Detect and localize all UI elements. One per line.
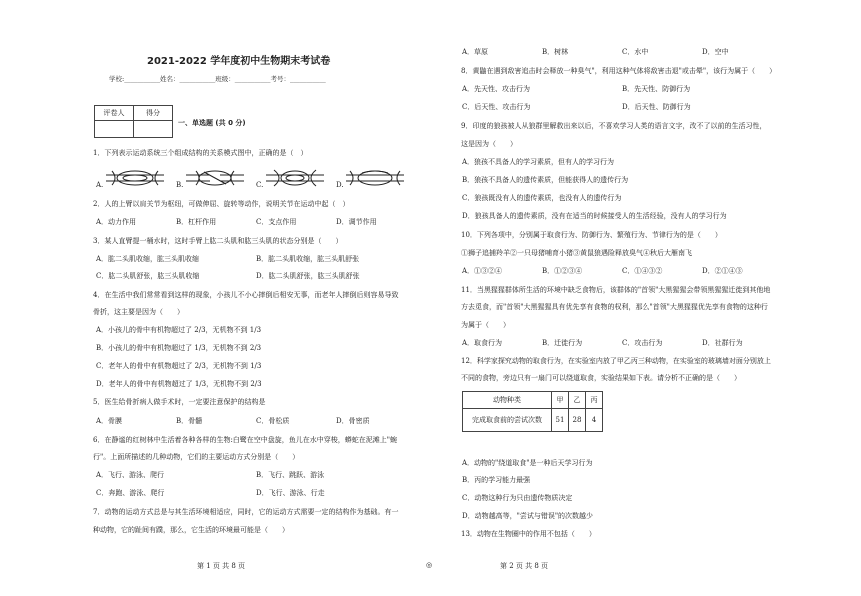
student-info-line: 学校:___________姓名：___________班级：___________考号：___________	[109, 75, 326, 83]
muscle-diagram-c	[264, 167, 326, 189]
page-number-right: 第 2 页 共 8 页	[500, 562, 549, 570]
q6-option-b: B．飞行、跳跃、游泳	[256, 471, 325, 479]
question-9-line-2: 这是因为（ ）	[461, 140, 517, 148]
question-10-items: ①狮子追捕羚羊②一只母猪哺育小猪③黄鼠狼遇险释放臭气④秋后大雁南飞	[461, 249, 692, 257]
q1-option-c: C.	[256, 181, 264, 189]
q4-option-c: C．老年人的骨中有机物超过了 2/3，无机物不到 1/3	[96, 362, 262, 370]
q10-option-d: D．②①④③	[702, 267, 743, 275]
table-header-yi: 乙	[569, 392, 586, 409]
q1-option-a: A.	[96, 181, 104, 189]
question-11-line-2: 方去觅食，而"首领"大黑猩猩具有优先享有食物的权利，那么"首领"大黑猩猩优先享有食物的这种行	[461, 303, 768, 311]
muscle-diagram-d	[344, 167, 406, 189]
q2-option-c: C．支点作用	[256, 218, 297, 226]
question-7-line-2: 种动物，它的趾间有蹼，那么，它生活的环境最可能是（ ）	[93, 526, 289, 534]
q5-option-b: B．骨髓	[176, 417, 203, 425]
question-3: 3．某人直臂提一桶水时，这时手臂上肱二头肌和肱三头肌的状态分别是（ ）	[93, 237, 343, 245]
table-cell-jia: 51	[552, 409, 569, 432]
table-cell-yi: 28	[569, 409, 586, 432]
q12-option-c: C．动物这种行为只由遗传物质决定	[462, 494, 573, 502]
question-12-line-1: 12．科学家探究动物的取食行为，在实验室内放了甲乙丙三种动物，在实验室的玻璃墙对面分别放上	[461, 357, 771, 365]
q12-option-d: D．动物越高等，"尝试与错误"的次数越少	[462, 512, 594, 520]
q9-option-b: B．狼孩不具备人的遗传素质，但能获得人的遗传行为	[462, 176, 629, 184]
q11-option-c: C．攻击行为	[622, 339, 663, 347]
q11-option-b: B．迁徙行为	[542, 339, 583, 347]
q1-option-b: B.	[176, 181, 184, 189]
table-cell-bing: 4	[586, 409, 603, 432]
question-9-line-1: 9．印度的狼孩被人从狼群里解救出来以后，不喜欢学习人类的语言文字，改不了以前的生活习性，	[461, 122, 767, 130]
q6-option-c: C．奔跑、游泳、爬行	[96, 489, 165, 497]
section-title: 一、单选题 (共 0 分)	[178, 119, 246, 127]
q10-option-c: C．①④③②	[622, 267, 663, 275]
q3-option-d: D．肱二头肌舒张，肱三头肌舒张	[256, 272, 360, 280]
question-5: 5．医生给骨折病人做手术时，一定要注意保护的结构是	[93, 398, 266, 406]
q8-option-d: D．后天性、防御行为	[622, 103, 691, 111]
grader-label: 评卷人	[95, 106, 134, 121]
score-cell	[134, 121, 173, 138]
q9-option-c: C．狼孩既没有人的遗传素质，也没有人的遗传行为	[462, 194, 622, 202]
q4-option-b: B．小孩儿的骨中有机物超过了 1/3，无机物不到 2/3	[96, 344, 262, 352]
question-11-line-1: 11．当黑猩猩群体所生活的环境中缺乏食物后，该群体的"首领"大黑猩猩会带领黑猩猩迁徙到其他地	[461, 286, 771, 294]
question-11-line-3: 为属于（ ）	[461, 321, 510, 329]
q8-option-a: A．先天性、攻击行为	[462, 85, 531, 93]
q9-option-d: D．狼孩具备人的遗传素质，没有在适当的时候接受人的生活经验，没有人的学习行为	[462, 212, 727, 220]
question-12-line-2: 不同的食物，旁边只有一扇门可以绕道取食，实验结果如下表。请分析不正确的是（ ）	[461, 374, 741, 382]
table-header-bing: 丙	[586, 392, 603, 409]
q10-option-b: B．①②③④	[542, 267, 583, 275]
q2-option-a: A．动力作用	[96, 218, 137, 226]
table-header-jia: 甲	[552, 392, 569, 409]
q9-option-a: A．狼孩不具备人的学习素质，但有人的学习行为	[462, 158, 615, 166]
q10-option-a: A．①③②④	[462, 267, 503, 275]
page-number-left: 第 1 页 共 8 页	[197, 562, 246, 570]
question-10: 10．下列各项中，分别属于取食行为、防御行为、繁殖行为、节律行为的是（ ）	[461, 231, 722, 239]
q1-option-d: D.	[336, 181, 344, 189]
q5-option-a: A．骨膜	[96, 417, 123, 425]
question-4-line-1: 4．在生活中我们常常看到这样的现象，小孩儿不小心摔倒后相安无事，而老年人摔倒后则容易导致	[93, 291, 399, 299]
q2-option-d: D．调节作用	[336, 218, 377, 226]
q6-option-d: D．飞行、游泳、行走	[256, 489, 325, 497]
question-6-line-1: 6．在静谧的红树林中生活着各种各样的生物:白鹭在空中盘旋，鱼儿在水中穿梭，蟒蛇在泥滩上"蜿	[93, 436, 398, 444]
q6-option-a: A．飞行、游泳、爬行	[96, 471, 165, 479]
muscle-diagram-b	[184, 167, 246, 189]
q12-option-b: B．丙的学习能力最强	[462, 476, 531, 484]
exam-title: 2021-2022 学年度初中生物期末考试卷	[147, 56, 331, 67]
q5-option-d: D．骨密质	[336, 417, 370, 425]
q7-option-b: B．树林	[542, 48, 569, 56]
q5-option-c: C．骨松质	[256, 417, 290, 425]
q3-option-c: C．肱二头肌舒张，肱三头肌收缩	[96, 272, 200, 280]
q11-option-d: D．社群行为	[702, 339, 743, 347]
q8-option-c: C．后天性、攻击行为	[462, 103, 531, 111]
question-7-line-1: 7．动物的运动方式总是与其生活环境相适应，同时，它的运动方式需要一定的结构作为基础。有一	[93, 508, 399, 516]
table-header-species: 动物种类	[463, 392, 552, 409]
question-13: 13．动物在生物圈中的作用不包括（ ）	[461, 530, 596, 538]
q3-option-a: A．肱二头肌收缩，肱三头肌收缩	[96, 255, 200, 263]
question-8: 8．黄鼬在遇到敌害追击时会释放一种臭气"，利用这种气体将敌害击退"或击晕"，该行为属于（ ）	[461, 67, 777, 75]
q7-option-d: D．空中	[702, 48, 729, 56]
q11-option-a: A．取食行为	[462, 339, 503, 347]
q4-option-a: A．小孩儿的骨中有机物超过了 2/3，无机物不到 1/3	[96, 326, 262, 334]
question-4-line-2: 骨折，这主要是因为（ ）	[93, 308, 184, 316]
muscle-diagram-a	[104, 167, 166, 189]
page-divider-mark: ◎	[426, 561, 433, 569]
question-1: 1．下列表示运动系统三个组成结构的关系模式图中，正确的是（ ）	[93, 149, 308, 157]
q4-option-d: D．老年人的骨中有机物超过了 1/3，无机物不到 2/3	[96, 380, 262, 388]
q12-option-a: A．动物的"绕道取食"是一种后天学习行为	[462, 459, 593, 467]
q7-option-c: C．水中	[622, 48, 649, 56]
q7-option-a: A．草原	[462, 48, 489, 56]
q8-option-b: B．先天性、防御行为	[622, 85, 691, 93]
question-6-line-2: 行"。上面所描述的几种动物，它们的主要运动方式分别是（ ）	[93, 453, 300, 461]
score-label: 得分	[134, 106, 173, 121]
table-row-label: 完成取食前的尝试次数	[463, 409, 552, 432]
exam-page-2	[426, 0, 861, 596]
experiment-result-table	[462, 391, 603, 432]
score-table	[94, 105, 173, 138]
question-2: 2．人的上臂以肩关节为枢纽，可做伸屈、旋转等动作，说明关节在运动中起（ ）	[93, 200, 350, 208]
q3-option-b: B．肱二头肌收缩，肱三头肌舒张	[256, 255, 360, 263]
q2-option-b: B．杠杆作用	[176, 218, 217, 226]
grader-cell	[95, 121, 134, 138]
